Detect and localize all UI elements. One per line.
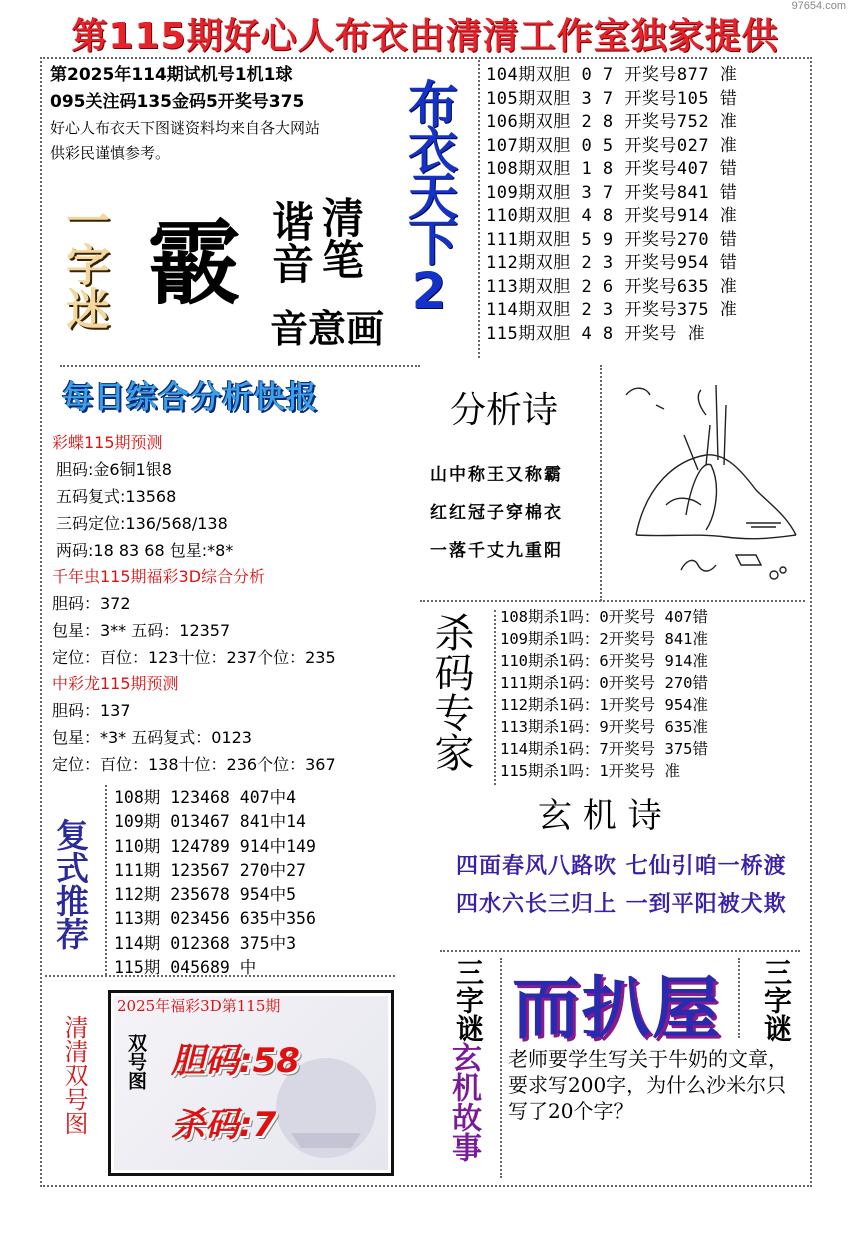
analysis-line: 两码:18 83 68 包星:*8* (56, 541, 234, 560)
poem-line: 四面春风八路吹 七仙引咱一桥渡 (456, 854, 787, 879)
riddle-label: 一字迷 (58, 198, 109, 330)
list-item: 106期双胆 2 8 开奖号752 准 (486, 112, 738, 132)
divider (105, 785, 107, 975)
analysis-line: 包星：3** 五码：12357 (52, 621, 231, 640)
fushi-list (114, 786, 316, 980)
disclaimer-line: 供彩民谨慎参考。 (50, 144, 171, 162)
list-item: 108期杀1吗：0开奖号 407错 (500, 608, 708, 626)
list-item: 113期杀1码：9开奖号 635准 (500, 718, 708, 736)
history-list (486, 64, 737, 346)
divider (60, 365, 420, 367)
list-item: 109期双胆 3 7 开奖号841 错 (486, 182, 738, 203)
list-item: 111期双胆 5 9 开奖号270 错 (486, 229, 738, 250)
qingqing-panel (108, 990, 394, 1176)
poem-title: 分析诗 (450, 390, 559, 431)
list-item: 108期双胆 1 8 开奖号407 错 (486, 159, 738, 179)
poem-line: 一落千丈九重阳 (430, 541, 563, 561)
divider (500, 958, 502, 1178)
disclaimer-line: 好心人布衣天下图谜资料均来自各大网站 (50, 119, 321, 137)
section-heading: 千年虫115期福彩3D综合分析 (52, 567, 266, 586)
focus-line: 095关注码135金码5开奖号375 (50, 92, 305, 112)
list-item: 113期 023456 635中356 (114, 909, 316, 929)
list-item: 114期 012368 375中3 (114, 933, 297, 953)
analysis-line: 包星：*3* 五码复式：0123 (52, 728, 252, 747)
analysis-block (52, 430, 422, 778)
divider (738, 958, 740, 1038)
list-item: 115期 045689 中 (114, 958, 257, 978)
divider (494, 610, 496, 785)
riddle-hint: 清笔 (316, 196, 365, 280)
page-title: 第115期好心人布衣由清清工作室独家提供 (71, 16, 779, 57)
brand-title: 布衣天下2 (400, 78, 458, 316)
divider (420, 600, 805, 602)
poem-line: 四水六长三归上 一到平阳被犬欺 (456, 892, 787, 917)
analysis-line: 胆码：372 (52, 594, 131, 613)
story-text: 老师要学生写关于牛奶的文章，要求写200字，为什么沙米尔只写了20个字？ (508, 1047, 788, 1123)
riddle-label: 三字谜 (452, 958, 485, 1042)
list-item: 112期 235678 954中5 (114, 885, 297, 905)
poem-line: 红红冠子穿棉衣 (430, 503, 563, 523)
trial-line: 第2025年114期试机号1机1球 (50, 65, 293, 85)
list-item: 109期 013467 841中14 (114, 812, 306, 832)
list-item: 110期双胆 4 8 开奖号914 准 (486, 206, 738, 226)
list-item: 105期双胆 3 7 开奖号105 错 (486, 88, 738, 109)
poem-line: 山中称王又称霸 (430, 465, 563, 485)
list-item: 114期杀1码：7开奖号 375错 (500, 740, 708, 758)
qingqing-side: 双号图 (125, 1033, 147, 1090)
divider (600, 365, 602, 601)
list-item: 111期 123567 270中27 (114, 860, 306, 880)
xuanji-title: 玄 机 诗 (538, 796, 662, 836)
qingqing-header: 2025年福彩3D第115期 (117, 997, 281, 1015)
watermark: 97654.com (791, 0, 846, 12)
list-item: 112期杀1码：1开奖号 954准 (500, 696, 708, 714)
sketch-illustration (606, 365, 804, 597)
riddle-hint: 谐音 (266, 200, 315, 284)
list-item: 112期双胆 2 3 开奖号954 错 (486, 253, 738, 273)
section-heading: 中彩龙115期预测 (52, 674, 179, 693)
list-item: 110期杀1码：6开奖号 914准 (500, 652, 708, 670)
analysis-line: 胆码:金6铜1银8 (56, 460, 172, 479)
list-item: 111期杀1码：0开奖号 270错 (500, 674, 708, 692)
analysis-line: 五码复式:13568 (56, 487, 177, 506)
qingqing-label: 清清双号图 (60, 1015, 88, 1135)
story-label: 玄机故事 (446, 1042, 481, 1162)
poem-block (430, 456, 563, 570)
kill-code-list (500, 606, 708, 782)
xuanji-poem (456, 848, 787, 924)
list-item: 104期双胆 0 7 开奖号877 准 (486, 65, 738, 85)
list-item: 115期双胆 4 8 开奖号 准 (486, 323, 706, 344)
list-item: 107期双胆 0 5 开奖号027 准 (486, 135, 738, 156)
riddle-label: 三字谜 (760, 958, 793, 1042)
list-item: 114期双胆 2 3 开奖号375 准 (486, 300, 738, 320)
riddle-hint: 音意画 (270, 307, 385, 351)
list-item: 113期双胆 2 6 开奖号635 准 (486, 276, 738, 297)
list-item: 109期杀1吗：2开奖号 841准 (500, 630, 708, 648)
riddle-character: 霰 (148, 209, 241, 317)
riddle-text: 而扒屋 (512, 970, 723, 1049)
analysis-line: 定位：百位：138十位：236个位：367 (52, 755, 336, 774)
list-item: 115期杀1吗：1开奖号 准 (500, 762, 680, 780)
fushi-label: 复式推荐 (51, 818, 90, 950)
section-heading: 彩蝶115期预测 (52, 433, 163, 452)
divider (440, 950, 800, 952)
list-item: 108期 123468 407中4 (114, 788, 297, 807)
dan-code: 胆码:58 (171, 1041, 300, 1081)
section-title: 每日综合分析快报 (62, 380, 318, 416)
analysis-line: 定位：百位：123十位：237个位：235 (52, 648, 336, 667)
kill-code-label: 杀码专家 (428, 612, 474, 772)
kill-code: 杀码:7 (171, 1105, 277, 1145)
list-item: 110期 124789 914中149 (114, 836, 316, 856)
analysis-line: 胆码：137 (52, 701, 131, 720)
analysis-line: 三码定位:136/568/138 (56, 514, 228, 533)
